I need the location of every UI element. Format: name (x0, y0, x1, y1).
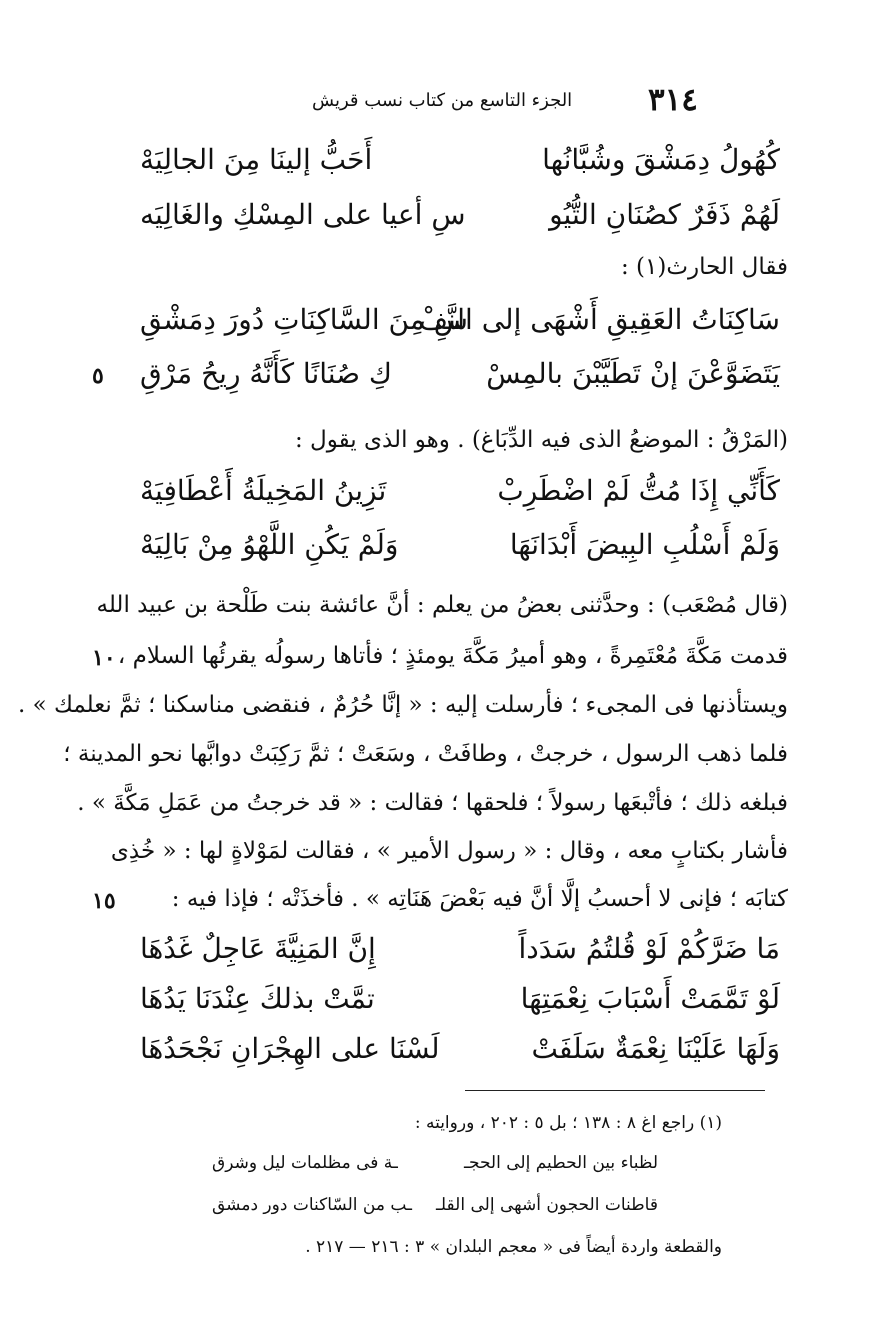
verse-first-hemistich: وَلَمْ أَسْلُبِ البِيضَ أَبْدَانَهَا (509, 528, 780, 561)
verse-second-hemistich: أَحَبُّ إلينَا مِنَ الجالِيَهْ (140, 143, 373, 176)
verse-first-hemistich: كَأَنِّي إِذَا مُتُّ لَمْ اضْطَرِبْ (497, 474, 780, 507)
prose-line: قدمت مَكَّةَ مُعْتَمِرةً ، وهو أميرُ مَكَّةَ يومئذٍ ؛ فأتاها رسولُه يقرئُها السلام ، (117, 643, 788, 669)
verse-second-hemistich: سِ أعيا على المِسْكِ والغَالِيَه (140, 198, 466, 231)
verse-second-hemistich: تمَّتْ بذلكَ عِنْدَنَا يَدُهَا (140, 982, 375, 1015)
page-number: ٣١٤ (648, 82, 698, 118)
verse-line (140, 528, 780, 572)
verse-second-hemistich: سِ مِنَ السَّاكِنَاتِ دُورَ دِمَشْقِ (140, 303, 468, 336)
intro-line: فقال الحارث(١) : (620, 254, 788, 280)
line-number: ١٠ (92, 645, 116, 671)
verse-second-hemistich: لَسْنَا على الهِجْرَانِ نَجْحَدُهَا (140, 1032, 440, 1065)
footnote-source-note: والقطعة واردة أيضاً فى « معجم البلدان » ٣ : ٢١٦ — ٢١٧ . (305, 1237, 722, 1257)
verse-first-hemistich: وَلَهَا عَلَيْنَا نِعْمَةٌ سَلَفَتْ (531, 1032, 780, 1065)
prose-line: فلما ذهب الرسول ، خرجتْ ، وطافَتْ ، وسَعَتْ ؛ ثمَّ رَكِبَتْ دوابَّها نحو المدينة ؛ (63, 741, 788, 767)
gloss-line: (المَرْقُ : الموضعُ الذى فيه الدِّبَاغ) . وهو الذى يقول : (294, 427, 788, 453)
footnote-rule (465, 1090, 765, 1091)
verse-second-hemistich: إِنَّ المَنِيَّةَ عَاجِلٌ غَدُهَا (140, 932, 376, 965)
verse-first-hemistich: سَاكِنَاتُ العَقِيقِ أَشْهَى إلى النَّفْ (419, 303, 780, 336)
verse-line (140, 143, 780, 187)
footnote-verse-hemistich: قاطنات الحجون أشهى إلى القلـ (435, 1195, 658, 1215)
footnote-reference: (١) راجع اغ ٨ : ١٣٨ ؛ بل ٥ : ٢٠٢ ، وروايته : (414, 1113, 722, 1133)
line-number: ١٥ (92, 888, 116, 914)
prose-line: فأشار بكتابٍ معه ، وقال : « رسول الأمير » ، فقالت لمَوْلاةٍ لها : « خُذِى (110, 838, 788, 864)
verse-line (140, 357, 780, 401)
verse-second-hemistich: وَلَمْ يَكُنِ اللَّهْوُ مِنْ بَالِيَهْ (140, 528, 399, 561)
verse-line (140, 1032, 780, 1076)
prose-line: (قال مُصْعَب) : وحدَّثنى بعضُ من يعلم : أنَّ عائشة بنت طَلْحة بن عبيد الله (96, 592, 788, 618)
verse-second-hemistich: كِ صُنَانًا كَأَنَّهُ رِيحُ مَرْقِ (140, 357, 392, 390)
running-title: الجزء التاسع من كتاب نسب قريش (312, 90, 573, 111)
prose-line: كتابَه ؛ فإنى لا أحسبُ إلَّا أنَّ فيه بَعْضَ هَنَاتِه » . فأخذَتْه ؛ فإذا فيه : (171, 886, 788, 912)
verse-line (140, 932, 780, 976)
verse-line (140, 303, 780, 347)
footnote-verse-hemistich: ـب من السّاكنات دور دمشق (212, 1195, 412, 1215)
verse-line (140, 982, 780, 1026)
prose-line: ويستأذنها فى المجىء ؛ فأرسلت إليه : « إنَّا حُرُمٌ ، فنقضى مناسكنا ؛ ثمَّ نعلمك » . (17, 692, 788, 718)
verse-first-hemistich: كُهُولُ دِمَشْقَ وشُبَّانُها (542, 143, 780, 176)
verse-first-hemistich: مَا ضَرَّكُمْ لَوْ قُلتُمُ سَدَداً (518, 932, 780, 965)
verse-line (140, 198, 780, 242)
verse-line (140, 474, 780, 518)
verse-first-hemistich: يَتَضَوَّعْنَ إنْ تَطَيَّبْنَ بالمِسْ (486, 357, 780, 390)
line-number: ٥ (92, 363, 104, 389)
prose-line: فبلغه ذلك ؛ فأتْبعَها رسولاً ؛ فلحقها ؛ فقالت : « قد خرجتُ من عَمَلِ مَكَّةَ » . (77, 790, 788, 816)
verse-first-hemistich: لَهُمْ ذَفَرٌ كصُنَانِ التُّيُو (549, 198, 780, 231)
verse-first-hemistich: لَوْ تَمَّمَتْ أَسْبَابَ نِعْمَتِهَا (520, 982, 780, 1015)
verse-second-hemistich: تَزِينُ المَخِيلَةُ أَعْطَافِيَهْ (140, 474, 387, 507)
footnote-verse-hemistich: لظباء بين الحطيم إلى الحجـ (463, 1153, 658, 1173)
footnote-verse-hemistich: ـة فى مظلمات ليل وشرق (212, 1153, 398, 1173)
